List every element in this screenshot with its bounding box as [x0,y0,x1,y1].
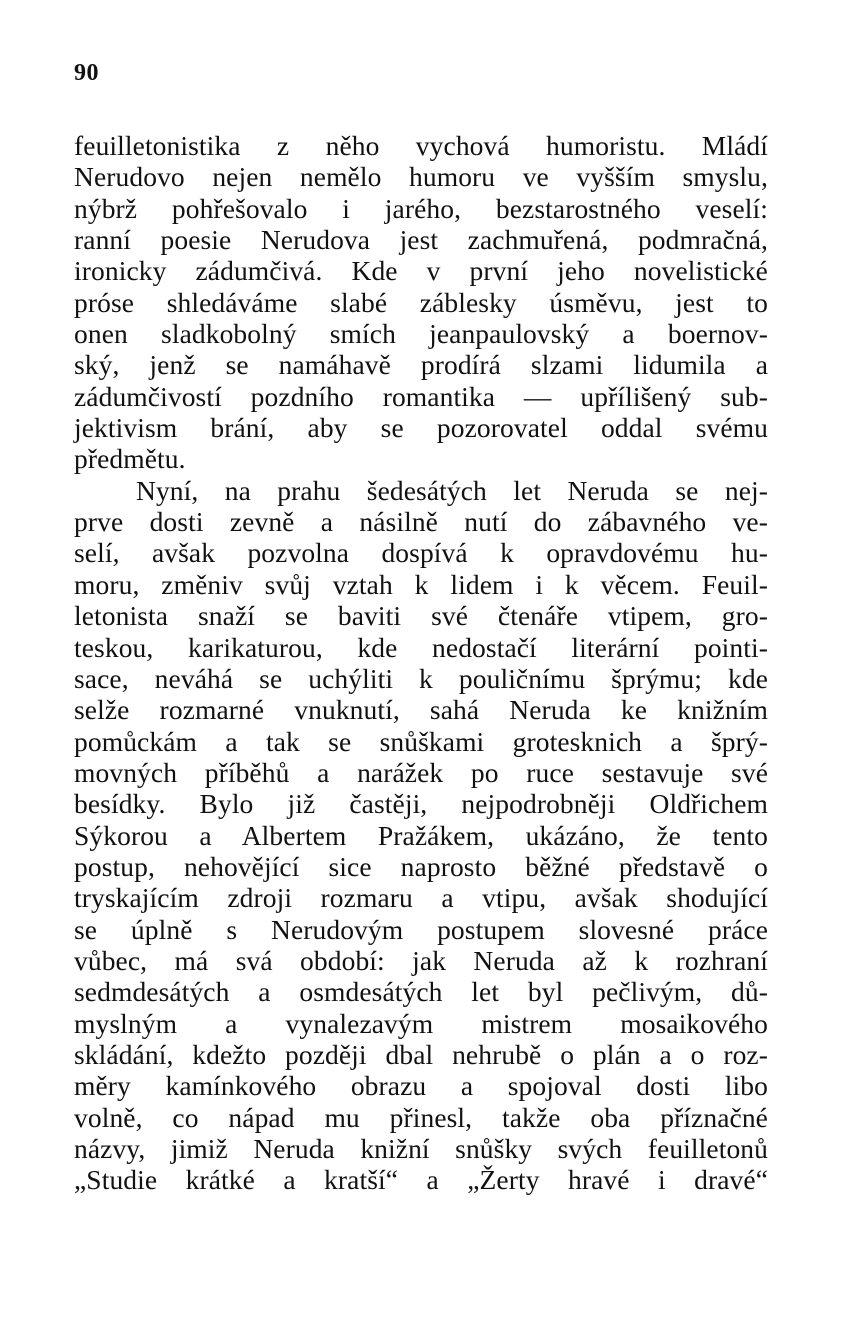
text-line: pomůckám a tak se snůškami grotesknich a šprý- [74,725,768,757]
page-number: 90 [74,60,99,86]
body-text [74,130,768,1196]
text-line: feuilletonistika z něho vychová humoristu. Mládí [74,130,768,161]
text-line: skládání, kdežto později dbal nehrubě o plán a o roz- [74,1038,768,1070]
text-line: sedmdesátých a osmdesátých let byl pečlivým, dů- [74,976,768,1008]
text-line: prve dosti zevně a násilně nutí do zábavného ve- [74,506,768,538]
text-line: ranní poesie Nerudova jest zachmuřená, podmračná, [74,224,768,256]
text-line: se úplně s Nerudovým postupem slovesné práce [74,913,768,945]
text-line: selí, avšak pozvolna dospívá k opravdovému hu- [74,537,768,569]
text-line: letonista snaží se baviti své čtenáře vtipem, gro- [74,600,768,632]
text-line: myslným a vynalezavým mistrem mosaikového [74,1007,768,1039]
text-line: volně, co nápad mu přinesl, takže oba příznačné [74,1101,768,1133]
text-line: selže rozmarné vnuknutí, sahá Neruda ke knižním [74,694,768,726]
text-line: tryskajícím zdroji rozmaru a vtipu, avšak shodující [74,882,768,914]
text-line: „Studie krátké a kratší“ a „Žerty hravé i dravé“ [74,1164,768,1196]
text-line: moru, změniv svůj vztah k lidem i k věcem. Feuil- [74,568,768,600]
text-line: názvy, jimiž Neruda knižní snůšky svých feuilletonů [74,1133,768,1164]
text-line: nýbrž pohřešovalo i jarého, bezstarostného veselí: [74,192,768,224]
text-line: vůbec, má svá období: jak Neruda až k rozhraní [74,944,768,976]
text-line: postup, nehovějící sice naprosto běžné představě o [74,850,768,882]
text-line: Nerudovo nejen nemělo humoru ve vyšším smyslu, [74,161,768,193]
text-line: předmětu. [74,443,186,475]
text-line: ironicky zádumčivá. Kde v první jeho novelistické [74,255,768,287]
text-line: Sýkorou a Albertem Pražákem, ukázáno, že tento [74,819,768,851]
text-line: ský, jenž se namáhavě prodírá slzami lidumila a [74,349,768,381]
text-line: onen sladkobolný smích jeanpaulovský a boernov- [74,318,768,350]
text-line: jektivism brání, aby se pozorovatel oddal svému [74,412,768,444]
text-line: Nyní, na prahu šedesátých let Neruda se nej- [136,474,768,506]
text-line: movných příběhů a narážek po ruce sestavuje své [74,756,768,788]
text-line: měry kamínkového obrazu a spojoval dosti libo [74,1070,768,1102]
text-line: sace, neváhá se uchýliti k pouličnímu šprýmu; kde [74,662,768,694]
text-line: teskou, karikaturou, kde nedostačí literární pointi- [74,631,768,663]
text-line: próse shledáváme slabé záblesky úsměvu, jest to [74,286,768,318]
text-line: besídky. Bylo již častěji, nejpodrobněji Oldřichem [74,788,768,820]
text-line: zádumčivostí pozdního romantika — upřílišený sub- [74,380,768,412]
